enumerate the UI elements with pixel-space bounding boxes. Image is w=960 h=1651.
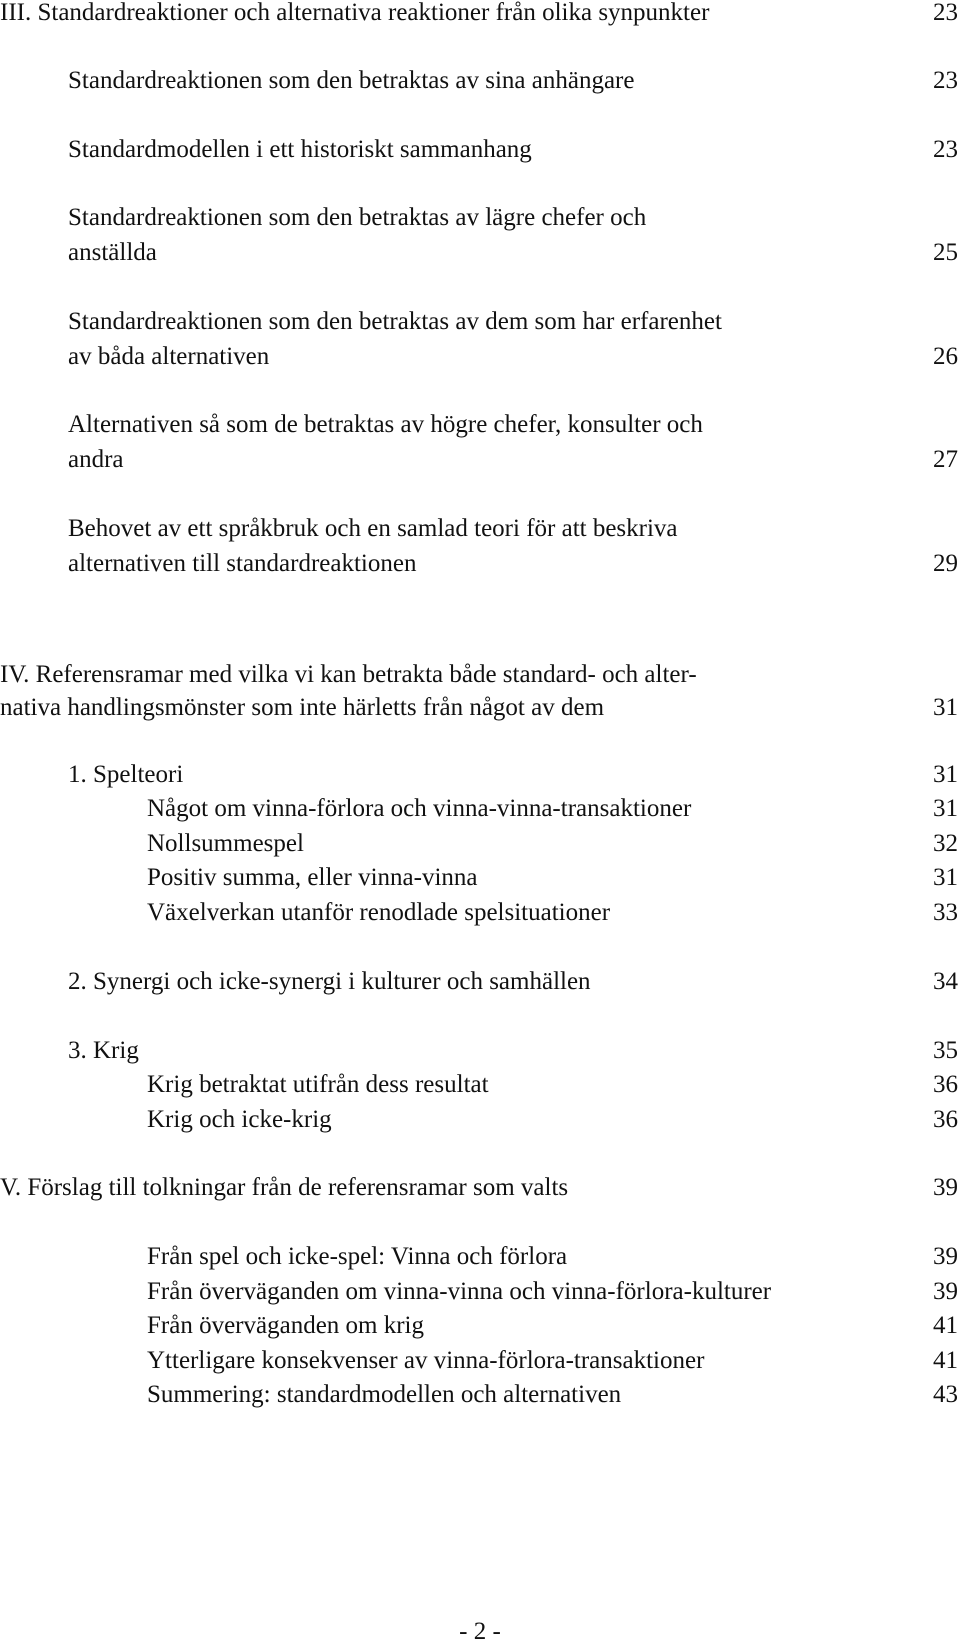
toc-page-number: 23 [933,136,958,163]
toc-subheading: 2. Synergi och icke-synergi i kulturer och samhällen [68,968,591,995]
toc-page-number: 39 [933,1174,958,1201]
toc-entry: Standardreaktionen som den betraktas av sina anhängare [68,67,635,94]
toc-entry: Standardreaktionen som den betraktas av dem som har erfarenhet [68,308,722,335]
toc-heading-continuation: nativa handlingsmönster som inte härletts från något av dem [0,694,605,721]
toc-page-number: 31 [933,864,958,891]
toc-entry: Från spel och icke-spel: Vinna och förlora [147,1243,568,1270]
toc-entry-continuation: av båda alternativen [68,343,270,370]
toc-entry: Nollsummespel [147,830,304,857]
toc-page-number: 39 [933,1278,958,1305]
toc-subheading: 3. Krig [68,1037,139,1064]
toc-entry: Alternativen så som de betraktas av högre chefer, konsulter och [68,411,703,438]
toc-heading-v: V. Förslag till tolkningar från de referensramar som valts [0,1174,569,1201]
toc-page-number: 35 [933,1037,958,1064]
toc-page-number: 26 [933,343,958,370]
toc-heading-iv: IV. Referensramar med vilka vi kan betrakta både standard- och alter- [0,661,697,688]
toc-page-number: 34 [933,968,958,995]
toc-page-number: 32 [933,830,958,857]
toc-page-number: 41 [933,1312,958,1339]
toc-page-number: 31 [933,795,958,822]
toc-page-number: 33 [933,899,958,926]
toc-page-number: 36 [933,1071,958,1098]
toc-page-number: 43 [933,1381,958,1408]
toc-page-number: 27 [933,446,958,473]
toc-page-number: 31 [933,694,958,721]
toc-entry: Från överväganden om krig [147,1312,425,1339]
toc-entry: Ytterligare konsekvenser av vinna-förlora-transaktioner [147,1347,705,1374]
toc-page-number: 29 [933,550,958,577]
toc-page-number: 41 [933,1347,958,1374]
toc-entry: Krig betraktat utifrån dess resultat [147,1071,489,1098]
toc-page-number: 23 [933,67,958,94]
toc-entry: Behovet av ett språkbruk och en samlad teori för att beskriva [68,515,678,542]
toc-page-number: 36 [933,1106,958,1133]
toc-heading-iii: III. Standardreaktioner och alternativa reaktioner från olika synpunkter [0,0,710,26]
toc-page-number: 23 [933,0,958,26]
toc-entry: Summering: standardmodellen och alternativen [147,1381,622,1408]
toc-entry: Krig och icke-krig [147,1106,332,1133]
toc-entry-continuation: anställda [68,239,157,266]
toc-entry: Något om vinna-förlora och vinna-vinna-transaktioner [147,795,692,822]
page-footer-number: - 2 - [459,1618,501,1645]
toc-entry: Standardreaktionen som den betraktas av lägre chefer och [68,204,647,231]
toc-page-number: 25 [933,239,958,266]
toc-entry: Standardmodellen i ett historiskt sammanhang [68,136,532,163]
toc-entry: Positiv summa, eller vinna-vinna [147,864,478,891]
toc-entry: Från överväganden om vinna-vinna och vinna-förlora-kulturer [147,1278,772,1305]
toc-entry-continuation: andra [68,446,124,473]
toc-subheading: 1. Spelteori [68,761,184,788]
toc-entry-continuation: alternativen till standardreaktionen [68,550,417,577]
toc-page-number: 31 [933,761,958,788]
toc-entry: Växelverkan utanför renodlade spelsituationer [147,899,611,926]
toc-page-number: 39 [933,1243,958,1270]
